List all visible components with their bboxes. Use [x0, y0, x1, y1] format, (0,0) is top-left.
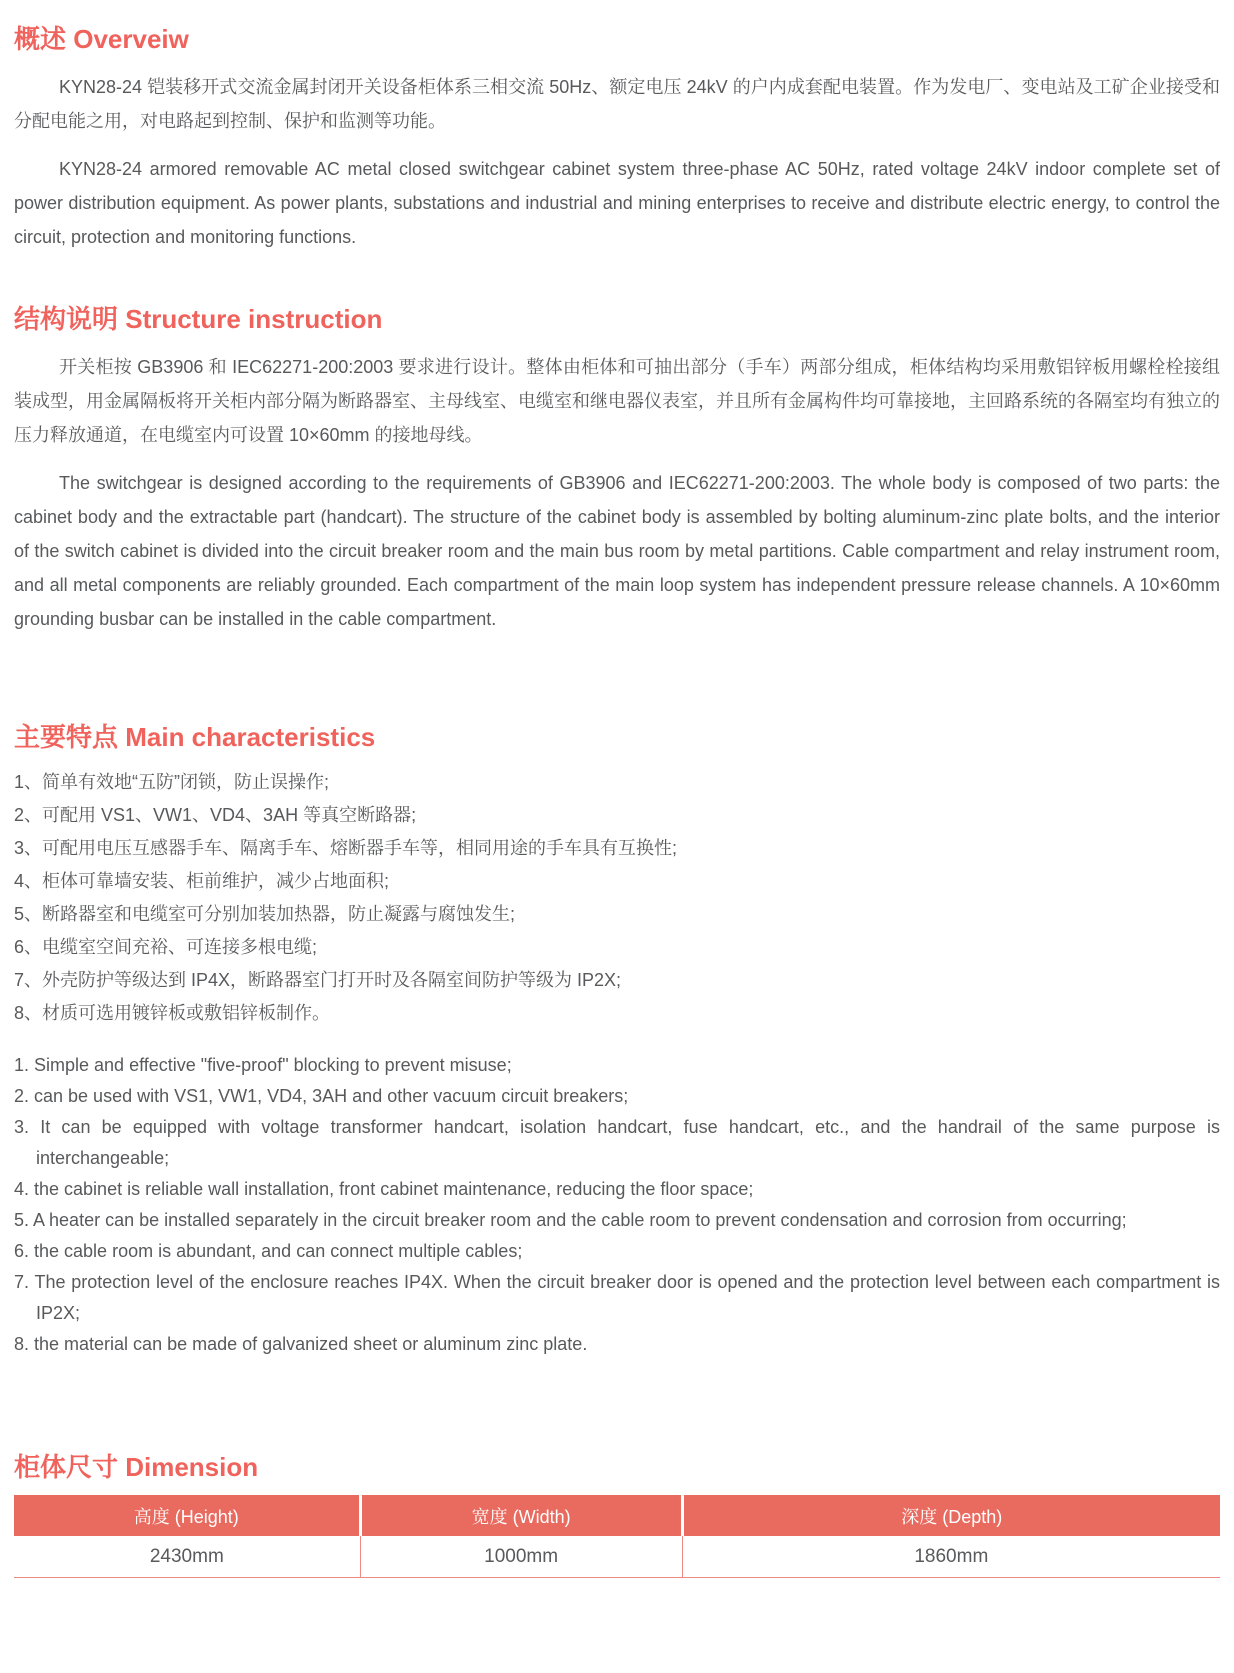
overview-paragraph-en: KYN28-24 armored removable AC metal closed switchgear cabinet system three-phase AC 50Hz, rated voltage 24kV indoor complete set of power distribution equipment. As power plants, substations and industrial and mining enterprises to receive and distribute electric energy, to control the circuit, protection and monitoring functions. [14, 159, 1220, 247]
characteristic-item-en: 6. the cable room is abundant, and can connect multiple cables; [14, 1241, 523, 1261]
characteristic-item-en: 8. the material can be made of galvanized sheet or aluminum zinc plate. [14, 1334, 588, 1354]
characteristic-item-zh: 2、可配用 VS1、VW1、VD4、3AH 等真空断路器; [14, 805, 417, 825]
dimension-table-header-row [14, 1495, 1220, 1536]
dimension-heading: 柜体尺寸 Dimension [14, 1452, 259, 1482]
dimension-table [14, 1495, 1220, 1578]
section-overview [14, 24, 1220, 254]
dimension-value-cell: 2430mm [14, 1536, 360, 1578]
characteristic-item-zh: 3、可配用电压互感器手车、隔离手车、熔断器手车等，相同用途的手车具有互换性; [14, 838, 678, 858]
characteristic-item-en: 5. A heater can be installed separately in the circuit breaker room and the cable room to prevent condensation and corrosion from occurring; [14, 1210, 1127, 1230]
dimension-value-cell: 1000mm [360, 1536, 682, 1578]
characteristic-item-en: 4. the cabinet is reliable wall installation, front cabinet maintenance, reducing the floor space; [14, 1179, 754, 1199]
characteristics-list-zh [14, 766, 1220, 1030]
structure-heading: 结构说明 Structure instruction [14, 304, 383, 334]
overview-heading: 概述 Overveiw [14, 24, 189, 54]
characteristics-heading: 主要特点 Main characteristics [14, 722, 376, 752]
section-structure [14, 304, 1220, 636]
characteristic-item-zh: 1、简单有效地“五防”闭锁，防止误操作; [14, 772, 329, 792]
section-dimension [14, 1452, 1220, 1578]
dimension-header-cell: 深度 (Depth) [682, 1495, 1220, 1536]
characteristic-item-zh: 4、柜体可靠墙安装、柜前维护，减少占地面积; [14, 871, 390, 891]
dimension-table-value-row [14, 1536, 1220, 1578]
characteristic-item-en: 7. The protection level of the enclosure reaches IP4X. When the circuit breaker door is opened and the protection level between each compartment is IP2X; [14, 1272, 1220, 1323]
structure-paragraph-en: The switchgear is designed according to the requirements of GB3906 and IEC62271-200:2003. The whole body is composed of two parts: the cabinet body and the extractable part (handcart). The structure of the cabinet body is assembled by bolting aluminum-zinc plate bolts, and the interior of the switch cabinet is divided into the circuit breaker room and the main bus room by metal partitions. Cable compartment and relay instrument room, and all metal components are reliably grounded. Each compartment of the main loop system has independent pressure release channels. A 10×60mm grounding busbar can be installed in the cable compartment. [14, 473, 1220, 629]
overview-paragraph-zh: KYN28-24 铠装移开式交流金属封闭开关设备柜体系三相交流 50Hz、额定电压 24kV 的户内成套配电装置。作为发电厂、变电站及工矿企业接受和分配电能之用，对电路起到控制、保护和监测等功能。 [14, 77, 1220, 131]
section-characteristics [14, 722, 1220, 1360]
dimension-header-cell: 宽度 (Width) [360, 1495, 682, 1536]
characteristic-item-zh: 5、断路器室和电缆室可分别加装加热器，防止凝露与腐蚀发生; [14, 904, 516, 924]
characteristic-item-en: 3. It can be equipped with voltage transformer handcart, isolation handcart, fuse handcart, etc., and the handrail of the same purpose is interchangeable; [14, 1117, 1220, 1168]
characteristic-item-zh: 6、电缆室空间充裕、可连接多根电缆; [14, 937, 318, 957]
dimension-value-cell: 1860mm [682, 1536, 1220, 1578]
structure-paragraph-zh: 开关柜按 GB3906 和 IEC62271-200:2003 要求进行设计。整体由柜体和可抽出部分（手车）两部分组成，柜体结构均采用敷铝锌板用螺栓栓接组装成型，用金属隔板将开关柜内部分隔为断路器室、主母线室、电缆室和继电器仪表室，并且所有金属构件均可靠接地，主回路系统的各隔室均有独立的压力释放通道，在电缆室内可设置 10×60mm 的接地母线。 [14, 357, 1220, 445]
dimension-header-cell: 高度 (Height) [14, 1495, 360, 1536]
characteristic-item-zh: 7、外壳防护等级达到 IP4X，断路器室门打开时及各隔室间防护等级为 IP2X; [14, 970, 622, 990]
characteristic-item-en: 2. can be used with VS1, VW1, VD4, 3AH and other vacuum circuit breakers; [14, 1086, 629, 1106]
characteristic-item-en: 1. Simple and effective "five-proof" blocking to prevent misuse; [14, 1055, 512, 1075]
characteristic-item-zh: 8、材质可选用镀锌板或敷铝锌板制作。 [14, 1003, 331, 1023]
characteristics-list-en [14, 1050, 1220, 1360]
